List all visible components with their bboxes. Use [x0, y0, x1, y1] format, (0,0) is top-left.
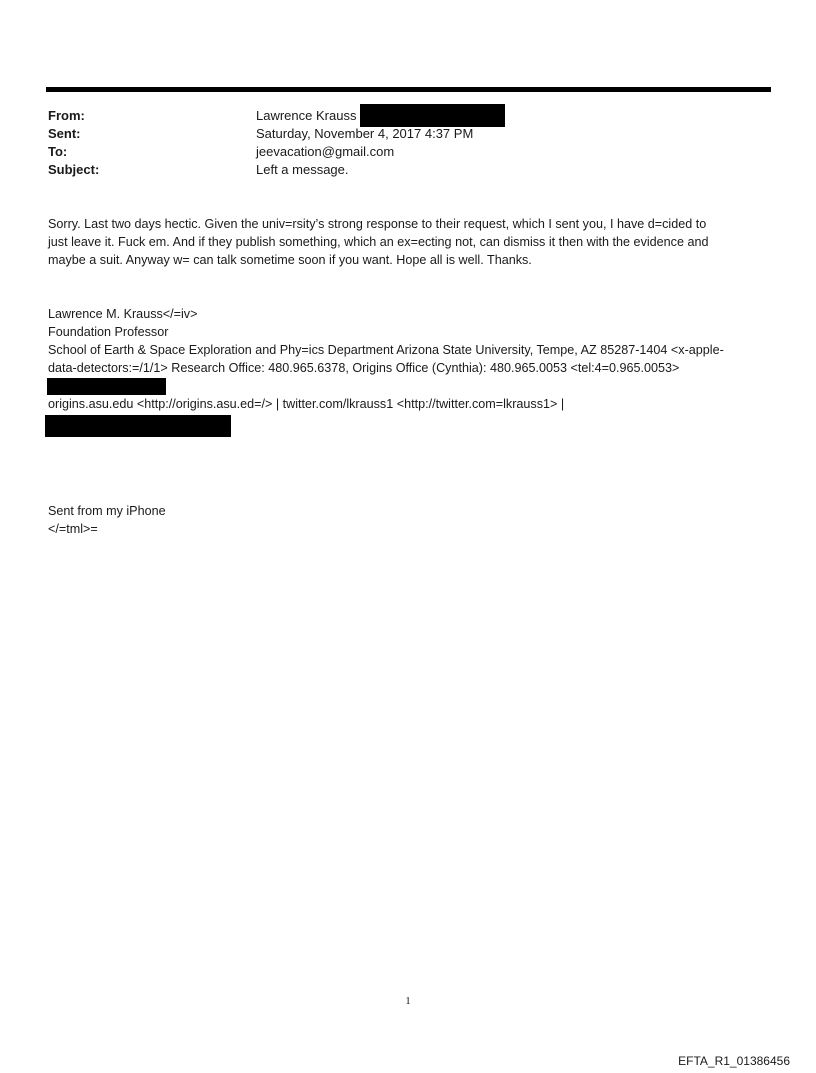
document-id: EFTA_R1_01386456 — [678, 1054, 790, 1068]
to-value: jeevacation@gmail.com — [256, 144, 395, 159]
sent-value: Saturday, November 4, 2017 4:37 PM — [256, 126, 474, 141]
message-line: Sorry. Last two days hectic. Given the univ=rsity’s strong response to their request, which I sent you, I have d=cided to — [48, 217, 707, 231]
from-label: From: — [48, 108, 85, 123]
html-tail-line: </=tml>= — [48, 522, 98, 536]
redaction-box — [47, 378, 166, 395]
page-number: 1 — [405, 995, 411, 1007]
redaction-box — [45, 415, 231, 437]
signature-contact: data-detectors:=/1/1> Research Office: 480.965.6378, Origins Office (Cynthia): 480.965.0053 <tel:4=0.965.0053> — [48, 361, 680, 375]
from-value: Lawrence Krauss — [256, 108, 357, 123]
sent-label: Sent: — [48, 126, 81, 141]
subject-value: Left a message. — [256, 162, 349, 177]
message-line: just leave it. Fuck em. And if they publish something, which an ex=ecting not, can dismiss it then with the evidence and — [48, 235, 709, 249]
sent-from-line: Sent from my iPhone — [48, 504, 166, 518]
header-divider-rule — [46, 87, 771, 92]
subject-label: Subject: — [48, 162, 100, 177]
signature-title: Foundation Professor — [48, 325, 169, 339]
signature-links: origins.asu.edu <http://origins.asu.ed=/> | twitter.com/lkrauss1 <http://twitter.com=lkrauss1> | — [48, 397, 565, 411]
to-label: To: — [48, 144, 68, 159]
message-line: maybe a suit. Anyway w= can talk sometime soon if you want. Hope all is well. Thanks. — [48, 253, 532, 267]
signature-name: Lawrence M. Krauss</=iv> — [48, 307, 198, 321]
signature-address: School of Earth & Space Exploration and Phy=ics Department Arizona State University, Tempe, AZ 85287-1404 <x-apple- — [48, 343, 724, 357]
redaction-box — [360, 104, 505, 127]
